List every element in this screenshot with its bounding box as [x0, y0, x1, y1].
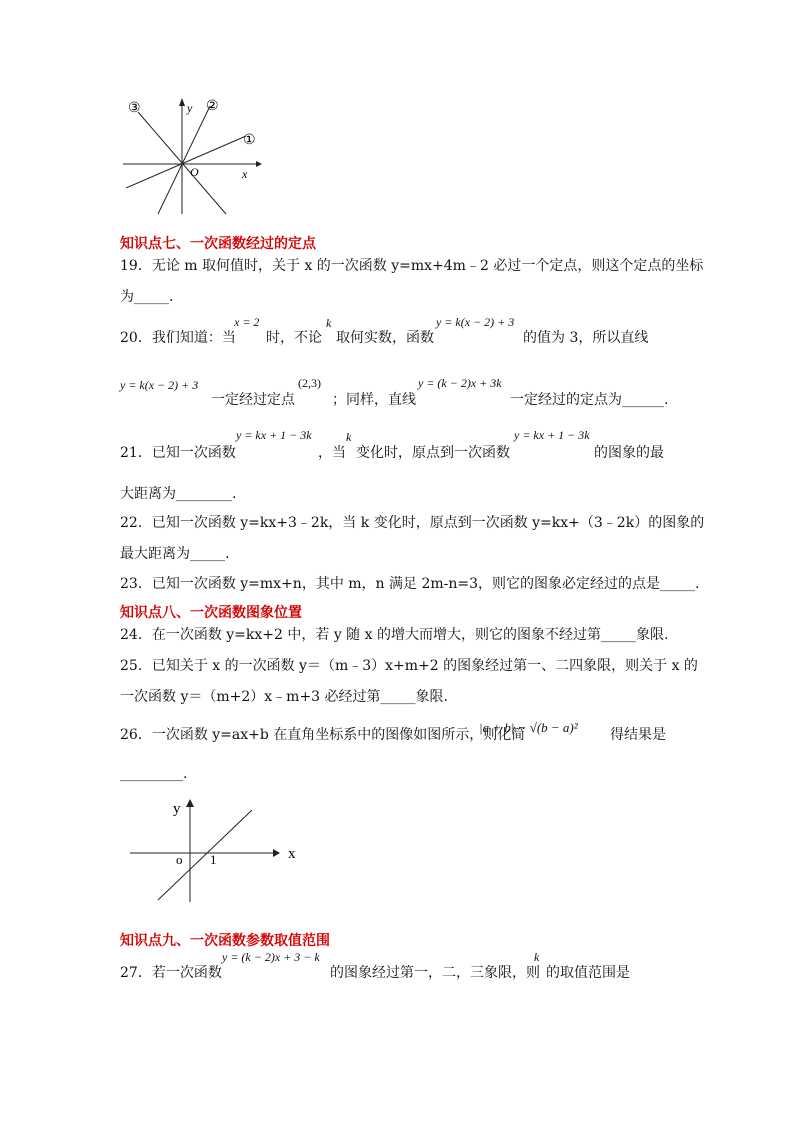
q21-text-2: ，当 [318, 445, 346, 461]
line-1 [126, 136, 246, 188]
question-19-line2: 为_____. [120, 289, 174, 305]
q20-formula-line2: y = (k − 2)x + 3k [418, 376, 502, 390]
q20-text-1: 20．我们知道：当 [120, 330, 236, 346]
graph2-label-x: x [288, 846, 296, 862]
q21-formula-k: k [346, 430, 352, 444]
question-22-line2: 最大距离为_____. [120, 546, 230, 562]
question-22-line1: 22．已知一次函数 y=kx+3﹣2k，当 k 变化时，原点到一次函数 y=kx+（3﹣2k）的图象的 [120, 515, 705, 531]
question-25-line1: 25．已知关于 x 的一次函数 y＝（m﹣3）x+m+2 的图象经过第一、二四象限，则关于 x 的 [120, 658, 698, 674]
question-19-line1: 19．无论 m 取何值时，关于 x 的一次函数 y=mx+4m﹣2 必过一个定点，则这个定点的坐标 [120, 258, 704, 274]
graph1-label-x: x [242, 167, 248, 181]
section-heading-9: 知识点九、一次函数参数取值范围 [120, 933, 330, 949]
question-27 [120, 950, 680, 990]
q21-formula-1: y = kx + 1 − 3k [236, 428, 312, 442]
graph1-label-y: y [187, 101, 193, 115]
q20-text-6: ；同样，直线 [332, 392, 416, 408]
graph2-label-y: y [173, 801, 181, 817]
q27-formula-k: k [534, 950, 540, 964]
q20-formula-x2: x = 2 [234, 315, 260, 329]
q20-text-7: 一定经过的定点为______. [510, 392, 669, 408]
graph1-label-origin: O [190, 165, 199, 179]
y-axis-arrow [179, 98, 185, 106]
q27-text-2: 的图象经过第一，二，三象限，则 [330, 965, 540, 981]
x-axis-arrow [256, 161, 262, 167]
q27-text-1: 27．若一次函数 [120, 965, 222, 981]
question-21 [120, 428, 680, 508]
question-24: 24．在一次函数 y=kx+2 中，若 y 随 x 的增大而增大，则它的图象不经过第_____象限. [120, 627, 669, 643]
q21-text-4: 的图象的最 [594, 445, 664, 461]
q20-formula-k: k [326, 316, 332, 330]
q20-formula-point: (2,3) [298, 376, 321, 390]
graph1-line2-label: ② [206, 99, 219, 114]
y-axis-arrow [186, 799, 194, 807]
graph1-line1-label: ① [243, 133, 256, 148]
line-2 [158, 106, 210, 214]
q20-text-4: 的值为 3，所以直线 [523, 330, 649, 346]
q21-line-2: 大距离为________. [120, 486, 237, 502]
graph1-line3-label: ③ [128, 101, 141, 116]
question-23: 23．已知一次函数 y=mx+n，其中 m，n 满足 2m-n=3，则它的图象必定经过的点是_____. [120, 576, 700, 592]
q21-text-1: 21．已知一次函数 [120, 445, 236, 461]
q26-text-2: 得结果是 [610, 727, 666, 743]
q26-line-2: _________. [120, 766, 188, 782]
graph2-label-origin: o [176, 852, 183, 867]
question-26 [120, 716, 680, 786]
q21-formula-2: y = kx + 1 − 3k [514, 428, 590, 442]
q26-formula: |a + b| − √(b − a)² [479, 720, 578, 735]
graph2-label-1: 1 [210, 852, 217, 867]
graph-line-ax-b [130, 796, 310, 906]
question-25-line2: 一次函数 y＝（m+2）x﹣m+3 必经过第_____象限. [120, 689, 448, 705]
q26-text-1: 26．一次函数 y=ax+b 在直角坐标系中的图像如图所示，则化简 [120, 727, 526, 743]
q20-text-2: 时，不论 [266, 330, 322, 346]
section-heading-7: 知识点七、一次函数经过的定点 [120, 236, 316, 252]
graph-three-lines [118, 92, 268, 217]
q27-text-3: 的取值范围是 [546, 965, 630, 981]
q21-text-3: 变化时，原点到一次函数 [356, 445, 510, 461]
question-20 [120, 312, 680, 412]
section-heading-8: 知识点八、一次函数图象位置 [120, 605, 302, 621]
q20-formula-line: y = k(x − 2) + 3 [120, 378, 199, 392]
q20-text-3: 取何实数，函数 [336, 330, 434, 346]
q20-text-5: 一定经过定点 [211, 392, 295, 408]
q20-formula-fn: y = k(x − 2) + 3 [436, 315, 515, 329]
x-axis-arrow [273, 849, 280, 857]
graph-line [158, 810, 252, 900]
q27-formula: y = (k − 2)x + 3 − k [222, 950, 320, 964]
